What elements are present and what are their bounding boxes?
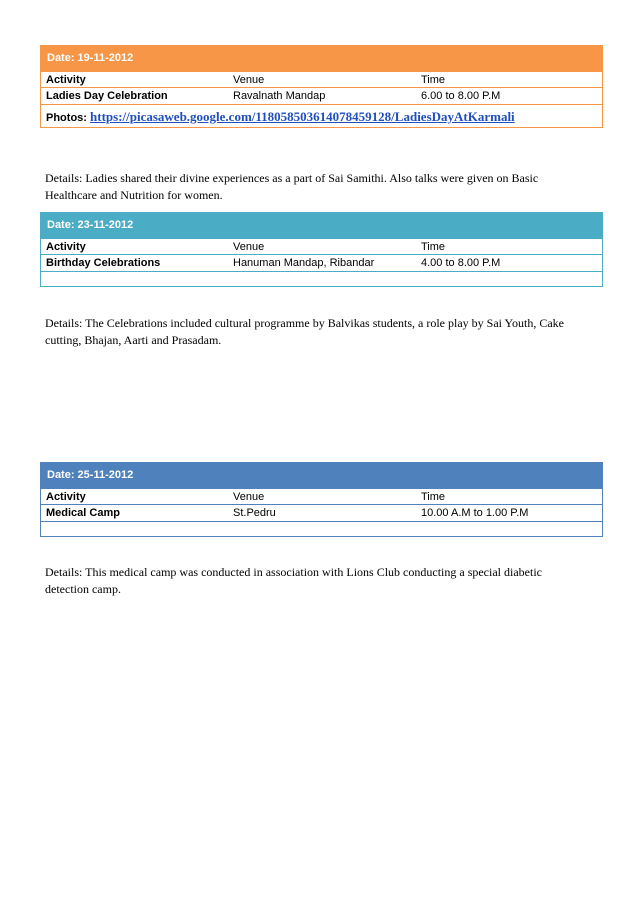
event-table-birthday bbox=[40, 212, 603, 287]
table-header-row bbox=[41, 238, 602, 254]
column-activity-header: Activity bbox=[46, 241, 86, 253]
event-details-paragraph: Details: This medical camp was conducted in association with Lions Club conducting a special diabetic detection camp. bbox=[45, 565, 542, 596]
photos-label: Photos: bbox=[46, 112, 87, 124]
activity-cell: Medical Camp bbox=[46, 507, 120, 519]
column-time-header: Time bbox=[421, 491, 446, 503]
event-details-paragraph: Details: The Celebrations included cultural programme by Balvikas students, a role play by Sai Youth, Cake cutting, Bhajan, Aarti and Prasadam. bbox=[45, 316, 565, 347]
activity-cell: Birthday Celebrations bbox=[46, 257, 161, 269]
column-venue-header: Venue bbox=[233, 241, 265, 253]
event-date-header: Date: 25-11-2012 bbox=[41, 463, 602, 488]
column-time-header: Time bbox=[421, 74, 446, 86]
table-empty-row bbox=[41, 521, 602, 536]
table-row bbox=[41, 504, 602, 521]
column-activity-header: Activity bbox=[46, 491, 86, 503]
event-date-header: Date: 23-11-2012 bbox=[41, 213, 602, 238]
activity-cell: Ladies Day Celebration bbox=[46, 90, 168, 102]
venue-cell: Hanuman Mandap, Ribandar bbox=[233, 257, 375, 269]
column-time-header: Time bbox=[421, 241, 446, 253]
table-header-row bbox=[41, 71, 602, 87]
event-date-header: Date: 19-11-2012 bbox=[41, 46, 602, 71]
column-venue-header: Venue bbox=[233, 74, 265, 86]
photos-link[interactable]: https://picasaweb.google.com/118058503614078459128/LadiesDayAtKarmali bbox=[90, 109, 515, 124]
event-table-ladies-day bbox=[40, 45, 603, 128]
photos-row bbox=[41, 104, 602, 127]
venue-cell: St.Pedru bbox=[233, 507, 276, 519]
column-venue-header: Venue bbox=[233, 491, 265, 503]
event-details-paragraph: Details: Ladies shared their divine experiences as a part of Sai Samithi. Also talks were given on Basic Healthcare and Nutrition for women. bbox=[45, 171, 539, 202]
column-activity-header: Activity bbox=[46, 74, 86, 86]
event-table-medical-camp bbox=[40, 462, 603, 537]
time-cell: 6.00 to 8.00 P.M bbox=[421, 90, 501, 102]
table-row bbox=[41, 87, 602, 104]
table-header-row bbox=[41, 488, 602, 504]
table-row bbox=[41, 254, 602, 271]
venue-cell: Ravalnath Mandap bbox=[233, 90, 326, 102]
table-empty-row bbox=[41, 271, 602, 286]
time-cell: 4.00 to 8.00 P.M bbox=[421, 257, 501, 269]
time-cell: 10.00 A.M to 1.00 P.M bbox=[421, 507, 529, 519]
